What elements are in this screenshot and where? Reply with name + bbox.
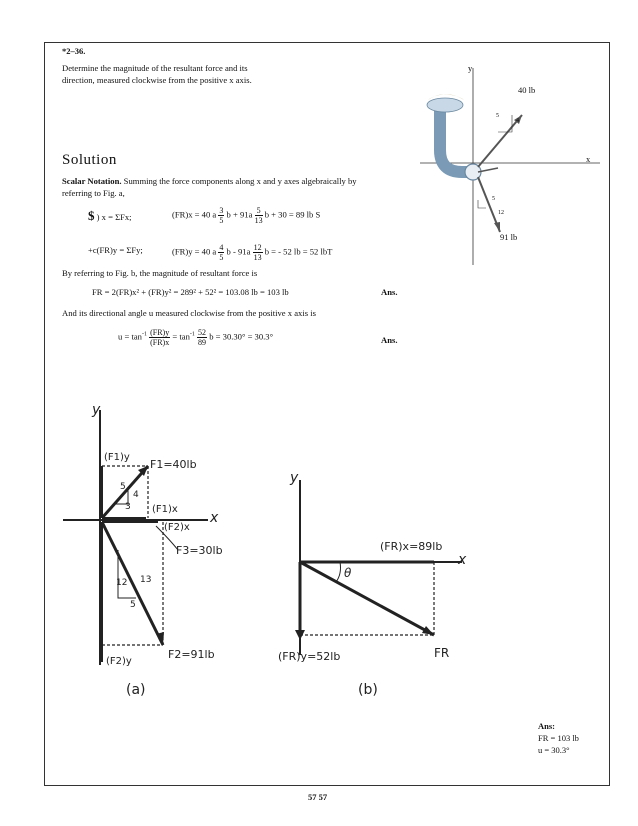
- sketch-a-x-label: x: [210, 510, 219, 526]
- figure-y-label: y: [468, 63, 473, 73]
- sketch-a-f2: F2=91lb: [168, 648, 215, 661]
- figure-x-label: x: [586, 154, 591, 164]
- sketch-b-fry: (FR)y=52lb: [278, 650, 341, 663]
- sketch-a-f1: F1=40lb: [150, 458, 197, 471]
- problem-number: *2–36.: [62, 46, 86, 56]
- problem-statement-line1: Determine the magnitude of the resultant force and its: [62, 63, 248, 73]
- sketch-b-fr: FR: [434, 646, 450, 660]
- problem-statement-line2: direction, measured clockwise from the positive x axis.: [62, 75, 252, 85]
- sketch-a-f2-arrow: [102, 522, 163, 645]
- figure-tri1-a: 5: [496, 113, 499, 119]
- sketch-a-tri-4: 4: [133, 490, 139, 500]
- answer-mark-2: Ans.: [381, 335, 398, 345]
- equation-y-value: (FR)y = 40 a $\frac{4}{5}$ b - 91a $\frac{12}{13}$ b = - 52 lb = 52 lbT: [172, 243, 333, 262]
- sketch-a-tri-5b: 5: [130, 600, 136, 610]
- sketch-a-caption: (a): [126, 682, 146, 698]
- sketch-a-y-label: y: [92, 402, 101, 418]
- sketch-a-tri-3: 3: [125, 502, 131, 512]
- answer-mark-1: Ans.: [381, 287, 398, 297]
- sketch-a-f2y: (F2)y: [106, 656, 132, 667]
- answer-box-line1: FR = 103 lb: [538, 733, 579, 743]
- equation-direction: $u = \tan^{-1}$ $\frac{(FR)y}{(FR)x} = \tan^{-1}$ $\frac{52}{89}$ b = 30.30° = 30.3°: [118, 328, 274, 347]
- equation-x-value: (FR)x = 40 a $\frac{3}{5}$ b + 91a $\frac{5}{13}$ b + 30 = 89 lb S: [172, 206, 321, 225]
- direction-text: And its directional angle u measured clockwise from the positive x axis is: [62, 308, 316, 318]
- sketch-a-f2x: (F2)x: [164, 522, 190, 533]
- intro-bold: Scalar Notation.: [62, 176, 122, 186]
- sketch-b-theta: θ: [344, 566, 352, 580]
- sketch-b-caption: (b): [358, 682, 378, 698]
- figure-f1-label: 40 lb: [518, 85, 536, 95]
- pipe-body: [440, 108, 473, 172]
- figure-tri1-b: 4: [516, 118, 519, 124]
- sketch-b-x-label: x: [458, 552, 467, 568]
- intro-line1-rest: Summing the force components along x and y axes algebraically by: [121, 176, 357, 186]
- magnitude-text: By referring to Fig. b, the magnitude of resultant force is: [62, 268, 258, 278]
- page-number: 57 57: [308, 792, 328, 802]
- equation-x-sum: $ ) x = ΣFx;: [88, 208, 132, 223]
- figure-f2-label: 91 lb: [500, 232, 518, 242]
- solution-heading: Solution: [62, 152, 117, 168]
- sketch-a-tri-12: 12: [116, 578, 128, 588]
- sketch-b-y-label: y: [290, 470, 299, 486]
- sketch-a-tri-13: 13: [140, 575, 152, 585]
- slope-triangle-2: [478, 200, 486, 208]
- answer-box-title: Ans:: [538, 721, 556, 731]
- sketch-a-f1x: (F1)x: [152, 504, 178, 515]
- intro-line2: referring to Fig. a,: [62, 188, 125, 198]
- sketch-a-f1y: (F1)y: [104, 452, 130, 463]
- sketch-b: [262, 460, 492, 680]
- pipe-cap: [427, 98, 463, 112]
- equation-y-sum: +c(FR)y = ΣFy;: [88, 245, 143, 255]
- figure-tri2-b: 12: [498, 210, 504, 216]
- sketch-a-tri-5: 5: [120, 482, 126, 492]
- eq1-sum: ) x = ΣFx;: [96, 212, 132, 222]
- equation-magnitude: FR = 2(FR)x² + (FR)y² = 289² + 52² = 103.08 lb = 103 lb: [92, 287, 289, 297]
- answer-box-line2: u = 30.3°: [538, 745, 570, 755]
- sketch-b-fr-arrow: [300, 562, 434, 635]
- figure-tri2-a: 5: [492, 196, 495, 202]
- sketch-b-frx: (FR)x=89lb: [380, 540, 443, 553]
- sketch-a-f3: F3=30lb: [176, 544, 223, 557]
